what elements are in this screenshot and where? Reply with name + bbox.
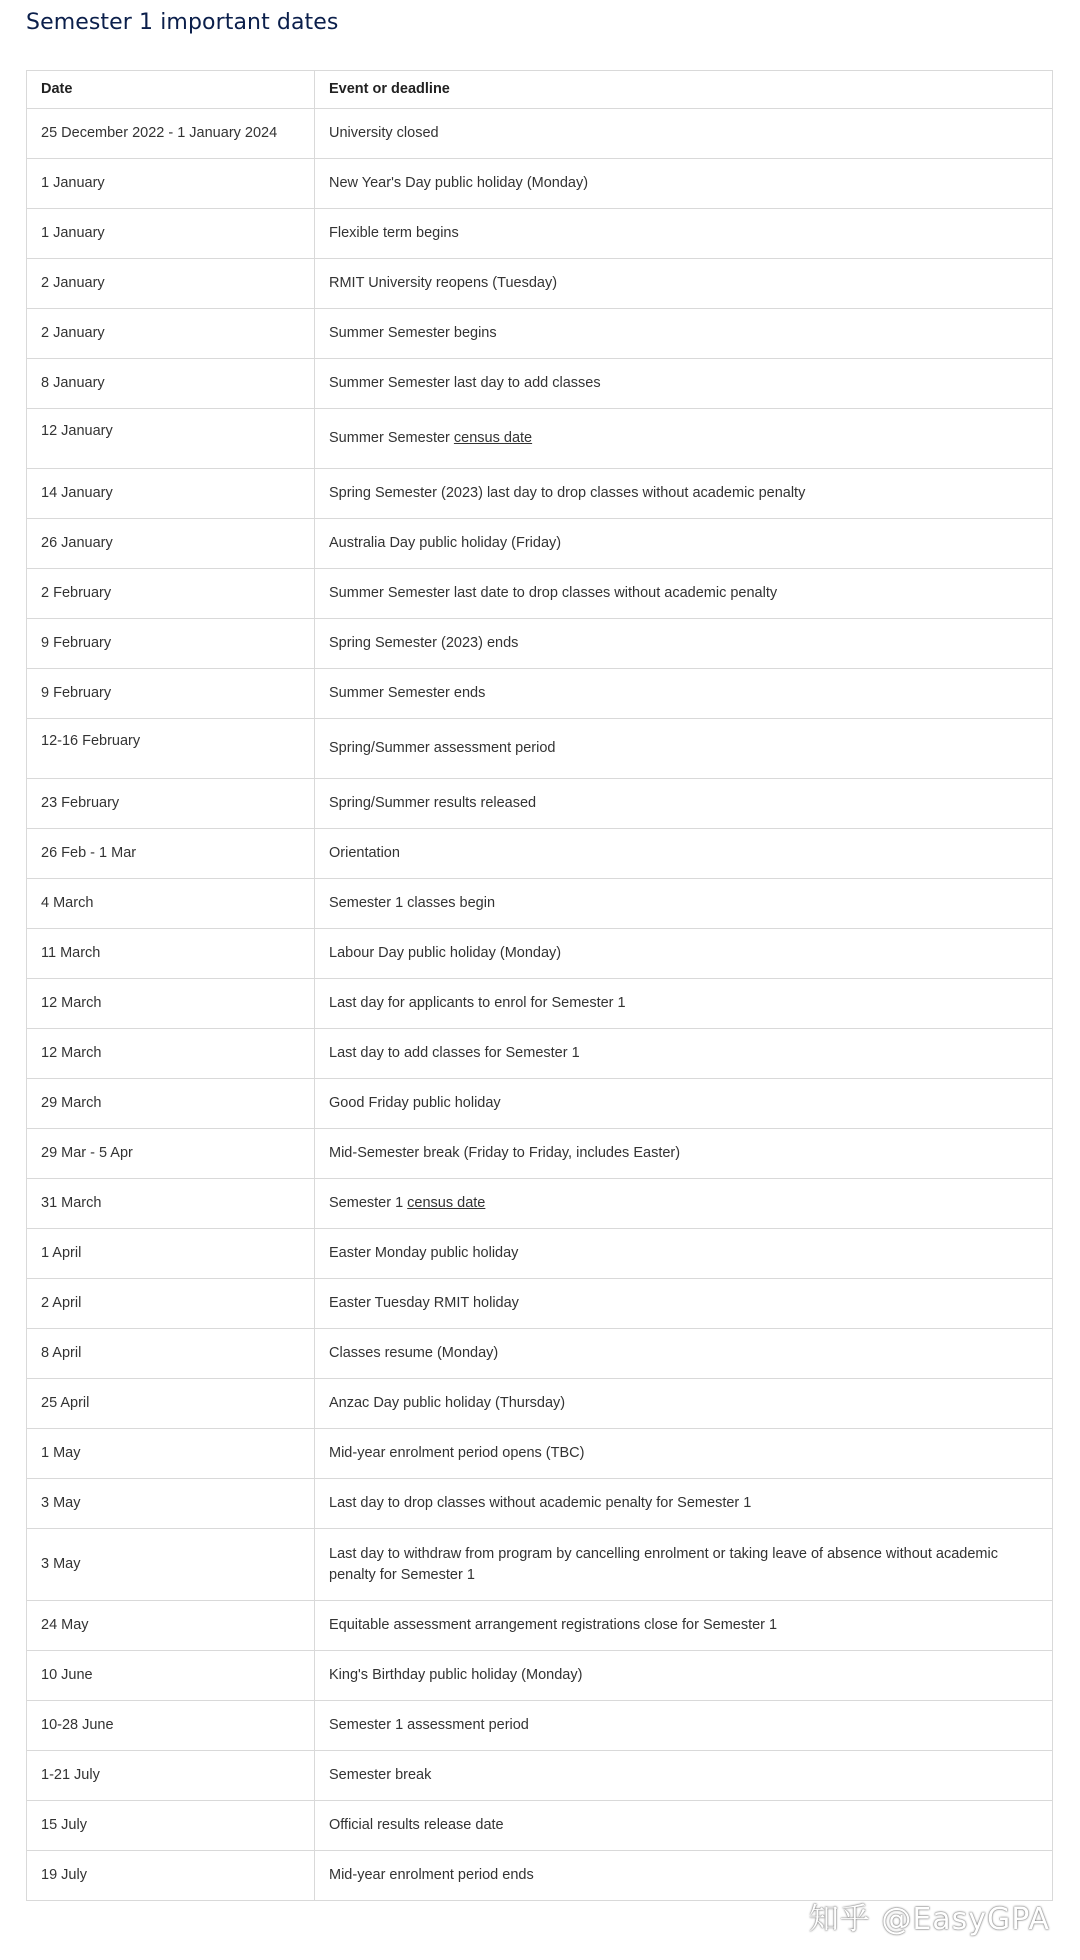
event-cell: Last day to drop classes without academic penalty for Semester 1 (315, 1479, 1053, 1529)
date-cell: 2 January (27, 259, 315, 309)
table-row (27, 1601, 1053, 1651)
event-cell: Last day to add classes for Semester 1 (315, 1029, 1053, 1079)
date-cell: 4 March (27, 879, 315, 929)
table-row (27, 159, 1053, 209)
event-column-header: Event or deadline (315, 71, 1053, 109)
date-cell: 12 March (27, 1029, 315, 1079)
table-row (27, 619, 1053, 669)
date-cell: 2 February (27, 569, 315, 619)
event-cell: Spring/Summer results released (315, 779, 1053, 829)
event-cell: Equitable assessment arrangement registrations close for Semester 1 (315, 1601, 1053, 1651)
event-cell (315, 409, 1053, 469)
event-cell: Australia Day public holiday (Friday) (315, 519, 1053, 569)
date-cell: 9 February (27, 619, 315, 669)
date-cell: 19 July (27, 1851, 315, 1901)
date-cell: 9 February (27, 669, 315, 719)
date-cell: 8 January (27, 359, 315, 409)
table-row (27, 209, 1053, 259)
date-cell: 1 January (27, 159, 315, 209)
event-cell: Easter Monday public holiday (315, 1229, 1053, 1279)
event-text: Summer Semester (329, 430, 454, 446)
event-cell: King's Birthday public holiday (Monday) (315, 1651, 1053, 1701)
event-cell: Spring Semester (2023) ends (315, 619, 1053, 669)
table-row (27, 979, 1053, 1029)
table-row (27, 829, 1053, 879)
event-text: Semester 1 (329, 1195, 408, 1211)
date-cell: 29 March (27, 1079, 315, 1129)
date-cell: 29 Mar - 5 Apr (27, 1129, 315, 1179)
table-row (27, 669, 1053, 719)
census-date-link[interactable]: census date (453, 430, 533, 446)
event-cell: Last day for applicants to enrol for Semester 1 (315, 979, 1053, 1029)
date-cell: 3 May (27, 1529, 315, 1601)
table-header-row (27, 71, 1053, 109)
date-cell: 26 January (27, 519, 315, 569)
event-cell: Good Friday public holiday (315, 1079, 1053, 1129)
date-column-header: Date (27, 71, 315, 109)
event-cell: Semester break (315, 1751, 1053, 1801)
event-cell: Classes resume (Monday) (315, 1329, 1053, 1379)
event-cell: Orientation (315, 829, 1053, 879)
table-row (27, 569, 1053, 619)
table-row (27, 879, 1053, 929)
event-cell: Labour Day public holiday (Monday) (315, 929, 1053, 979)
event-cell: Summer Semester last day to add classes (315, 359, 1053, 409)
table-row (27, 1701, 1053, 1751)
table-row (27, 309, 1053, 359)
event-cell: Spring/Summer assessment period (315, 719, 1053, 779)
table-row (27, 1279, 1053, 1329)
table-row (27, 1429, 1053, 1479)
table-row (27, 1229, 1053, 1279)
table-row (27, 779, 1053, 829)
table-row (27, 359, 1053, 409)
date-cell: 1 April (27, 1229, 315, 1279)
table-row (27, 929, 1053, 979)
event-cell: RMIT University reopens (Tuesday) (315, 259, 1053, 309)
date-cell: 11 March (27, 929, 315, 979)
date-cell: 2 January (27, 309, 315, 359)
census-date-link[interactable]: census date (407, 1195, 486, 1211)
event-cell: University closed (315, 109, 1053, 159)
date-cell: 15 July (27, 1801, 315, 1851)
event-cell: Summer Semester ends (315, 669, 1053, 719)
date-cell: 8 April (27, 1329, 315, 1379)
date-cell: 25 April (27, 1379, 315, 1429)
date-cell: 23 February (27, 779, 315, 829)
event-cell: Last day to withdraw from program by cancelling enrolment or taking leave of absence without academic penalty for Semester 1 (315, 1529, 1053, 1601)
event-cell: Spring Semester (2023) last day to drop classes without academic penalty (315, 469, 1053, 519)
event-cell: Easter Tuesday RMIT holiday (315, 1279, 1053, 1329)
table-row (27, 1529, 1053, 1601)
date-cell: 14 January (27, 469, 315, 519)
event-cell: Semester 1 assessment period (315, 1701, 1053, 1751)
table-row (27, 1029, 1053, 1079)
date-cell: 25 December 2022 - 1 January 2024 (27, 109, 315, 159)
table-row (27, 1851, 1053, 1901)
date-cell: 2 April (27, 1279, 315, 1329)
date-cell: 31 March (27, 1179, 315, 1229)
event-cell: Flexible term begins (315, 209, 1053, 259)
event-cell (315, 1179, 1053, 1229)
date-cell: 24 May (27, 1601, 315, 1651)
table-row (27, 1079, 1053, 1129)
event-cell: Summer Semester last date to drop classes without academic penalty (315, 569, 1053, 619)
event-cell: Summer Semester begins (315, 309, 1053, 359)
page-title: Semester 1 important dates (26, 10, 339, 35)
table-row (27, 1479, 1053, 1529)
table-row (27, 1651, 1053, 1701)
event-cell: Official results release date (315, 1801, 1053, 1851)
date-cell: 10-28 June (27, 1701, 315, 1751)
table-row (27, 1329, 1053, 1379)
table-row (27, 109, 1053, 159)
date-cell: 1 May (27, 1429, 315, 1479)
important-dates-table (26, 70, 1053, 1901)
date-cell: 12 March (27, 979, 315, 1029)
table-row (27, 1801, 1053, 1851)
table-row (27, 1751, 1053, 1801)
date-cell: 1-21 July (27, 1751, 315, 1801)
table-row (27, 409, 1053, 469)
table-row (27, 469, 1053, 519)
table-row (27, 259, 1053, 309)
date-cell: 1 January (27, 209, 315, 259)
event-cell: Mid-Semester break (Friday to Friday, includes Easter) (315, 1129, 1053, 1179)
date-cell: 26 Feb - 1 Mar (27, 829, 315, 879)
event-cell: Anzac Day public holiday (Thursday) (315, 1379, 1053, 1429)
event-cell: Mid-year enrolment period opens (TBC) (315, 1429, 1053, 1479)
date-cell: 12 January (27, 409, 315, 469)
table-row (27, 519, 1053, 569)
date-cell: 12-16 February (27, 719, 315, 779)
table-row (27, 1129, 1053, 1179)
event-cell: Mid-year enrolment period ends (315, 1851, 1053, 1901)
event-cell: Semester 1 classes begin (315, 879, 1053, 929)
table-row (27, 1179, 1053, 1229)
table-row (27, 1379, 1053, 1429)
zhihu-watermark: 知乎 @EasyGPA (808, 1902, 1050, 1937)
table-row (27, 719, 1053, 779)
date-cell: 3 May (27, 1479, 315, 1529)
event-cell: New Year's Day public holiday (Monday) (315, 159, 1053, 209)
date-cell: 10 June (27, 1651, 315, 1701)
